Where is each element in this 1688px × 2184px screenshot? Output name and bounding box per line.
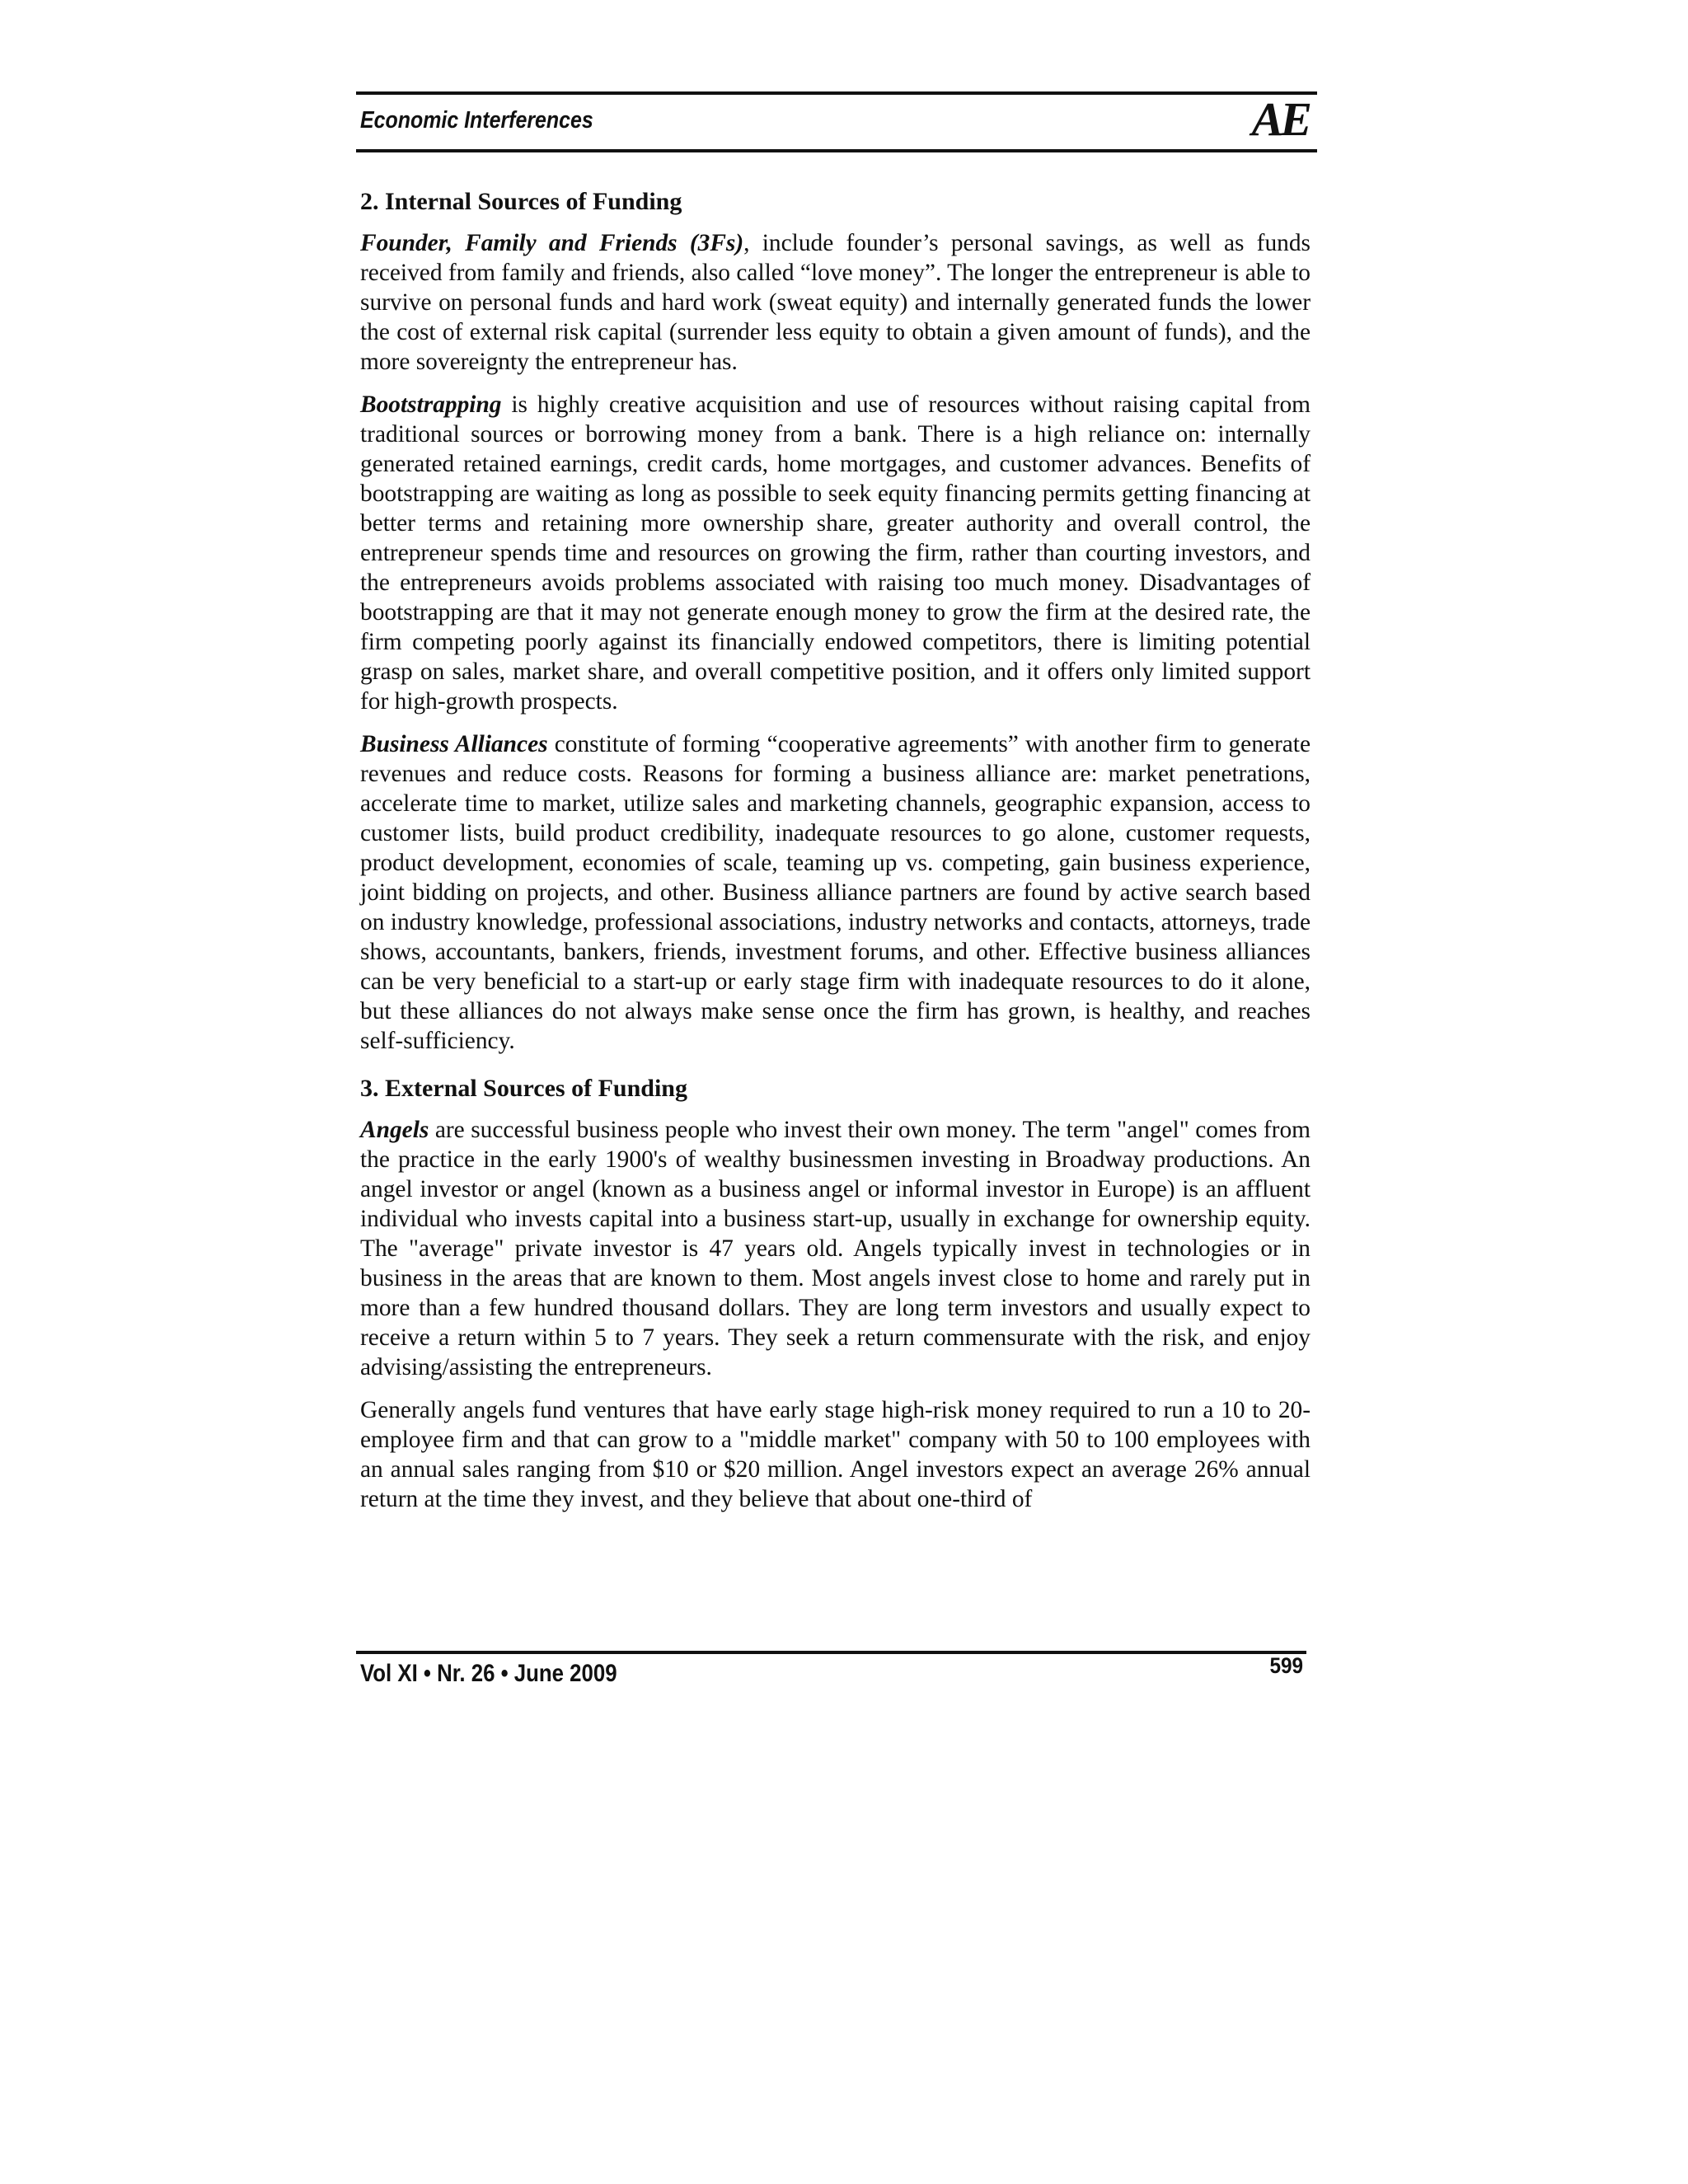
paragraph-bootstrapping-text: is highly creative acquisition and use of resources without raising capital from traditional sources or borrowing money from a bank. There is a high reliance on: internally generated retained earnings, credit cards, home mortgages, and customer advances. Benefits of bootstrapping are waiting as long as possible to seek equity financing permits getting financing at better terms and retaining more ownership share, greater authority and overall control, the entrepreneur spends time and resources on growing the firm, rather than courting investors, and the entrepreneurs avoids problems associated with raising too much money. Disadvantages of bootstrapping are that it may not generate enough money to grow the firm at the desired rate, the firm competing poorly against its financially endowed competitors, there is limiting potential grasp on sales, market share, and overall competitive position, and it offers only limited support for high-growth prospects. xyxy=(360,391,1311,715)
paragraph-angel-funding xyxy=(360,1395,1311,1514)
paragraph-angels-text: are successful business people who invest their own money. The term "angel" comes from the practice in the early 1900's of wealthy businessmen investing in Broadway productions. An angel investor or angel (known as a business angel or informal investor in Europe) is an affluent individual who invests capital into a business start-up, usually in exchange for ownership equity. The "average" private investor is 47 years old. Angels typically invest in technologies or in business in the areas that are known to them. Most angels invest close to home and rarely put in more than a few hundred thousand dollars. They are long term investors and usually expect to receive a return within 5 to 7 years. They seek a return commensurate with the risk, and enjoy advising/assisting the entrepreneurs. xyxy=(360,1117,1311,1380)
paragraph-angel-funding-text: Generally angels fund ventures that have early stage high-risk money required to run a 10 to 20-employee firm and that can grow to a "middle market" company with 50 to 100 employees with an annual sales ranging from $10 or $20 million. Angel investors expect an average 26% annual return at the time they invest, and they believe that about one-third of xyxy=(360,1397,1311,1512)
paragraph-business-alliances-text: constitute of forming “cooperative agreements” with another firm to generate revenues and reduce costs. Reasons for forming a business alliance are: market penetrations, accelerate time to market, utilize sales and marketing channels, geographic expansion, access to customer lists, build product credibility, inadequate resources to go alone, customer requests, product development, economies of scale, teaming up vs. competing, gain business experience, joint bidding on projects, and other. Business alliance partners are found by active search based on industry knowledge, professional associations, industry networks and contacts, attorneys, trade shows, accountants, bankers, friends, investment forums, and other. Effective business alliances can be very beneficial to a start-up or early stage firm with inadequate resources to do it alone, but these alliances do not always make sense once the firm has grown, is healthy, and reaches self-sufficiency. xyxy=(360,731,1311,1054)
section-heading-internal-funding: 2. Internal Sources of Funding xyxy=(360,188,682,215)
term-angels: Angels xyxy=(360,1117,429,1143)
term-business-alliances: Business Alliances xyxy=(360,731,548,757)
term-bootstrapping: Bootstrapping xyxy=(360,391,502,418)
term-3fs: Founder, Family and Friends (3Fs) xyxy=(360,230,744,256)
volume-info: Vol XI • Nr. 26 • June 2009 xyxy=(360,1660,617,1687)
header-bottom-rule xyxy=(356,149,1317,152)
paragraph-3fs-text: , include founder’s personal savings, as well as funds received from family and friends, also called “love money”. The longer the entrepreneur is able to survive on personal funds and hard work (sweat equity) and internally generated funds the lower the cost of external risk capital (surrender less equity to obtain a given amount of funds), and the more sovereignty the entrepreneur has. xyxy=(360,230,1311,375)
paragraph-3fs xyxy=(360,228,1311,377)
journal-title: Economic Interferences xyxy=(360,107,593,134)
journal-logo: AE xyxy=(1251,92,1309,146)
paragraph-business-alliances xyxy=(360,729,1311,1056)
header-top-rule xyxy=(356,91,1317,95)
section-heading-external-funding: 3. External Sources of Funding xyxy=(360,1075,687,1102)
paragraph-bootstrapping xyxy=(360,390,1311,716)
page-number: 599 xyxy=(1269,1653,1303,1678)
paragraph-angels xyxy=(360,1115,1311,1382)
footer-rule xyxy=(356,1651,1306,1654)
article-body xyxy=(360,187,1311,1527)
